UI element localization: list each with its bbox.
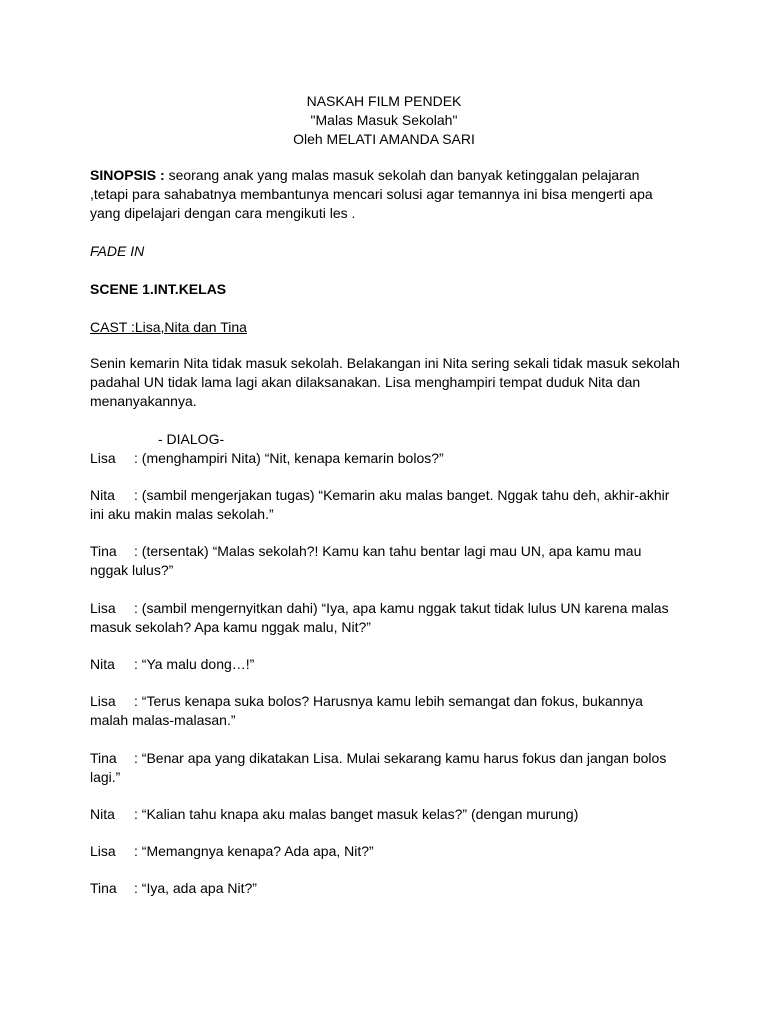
- script-title: NASKAH FILM PENDEK: [306, 93, 462, 109]
- synopsis-paragraph: [90, 166, 680, 223]
- speaker-name: Lisa: [90, 600, 116, 616]
- synopsis-text: seorang anak yang malas masuk sekolah dan banyak ketinggalan pelajaran ,tetapi para sahabatnya membantunya mencari solusi agar temannya ini bisa mengerti apa yang dipelajari dengan cara mengikuti les .: [90, 167, 653, 221]
- dialog-line-1: [90, 449, 680, 468]
- dialog-line-7: [90, 749, 680, 787]
- dialog-line-6: [90, 692, 680, 730]
- dialog-text: : (sambil mengernyitkan dahi) “Iya, apa kamu nggak takut tidak lulus UN karena malas masuk sekolah? Apa kamu nggak malu, Nit?”: [90, 600, 669, 635]
- cast-line: [90, 318, 680, 337]
- title-block: [0, 92, 768, 149]
- dialog-text: : (menghampiri Nita) “Nit, kenapa kemarin bolos?”: [134, 450, 444, 466]
- speaker-name: Nita: [90, 487, 115, 503]
- scene-description: Senin kemarin Nita tidak masuk sekolah. Belakangan ini Nita sering sekali tidak masuk sekolah padahal UN tidak lama lagi akan dilaksanakan. Lisa menghampiri tempat duduk Nita dan menanyakannya.: [90, 355, 680, 409]
- speaker-name: Tina: [90, 880, 117, 896]
- dialog-text: : “Iya, ada apa Nit?”: [134, 880, 257, 896]
- fade-in: FADE IN: [90, 243, 145, 259]
- dialog-text: : “Kalian tahu knapa aku malas banget masuk kelas?” (dengan murung): [134, 806, 579, 822]
- dialog-text: : (sambil mengerjakan tugas) “Kemarin aku malas banget. Nggak tahu deh, akhir-akhir ini aku makin malas sekolah.”: [90, 487, 670, 522]
- dialog-line-2: [90, 486, 680, 524]
- dialog-line-5: [90, 655, 680, 674]
- synopsis-label: SINOPSIS :: [90, 167, 165, 183]
- scene-heading: SCENE 1.INT.KELAS: [90, 281, 227, 297]
- speaker-name: Lisa: [90, 843, 116, 859]
- dialog-line-3: [90, 542, 680, 580]
- dialog-text: : “Memangnya kenapa? Ada apa, Nit?”: [134, 843, 374, 859]
- speaker-name: Nita: [90, 806, 115, 822]
- dialog-text: : (tersentak) “Malas sekolah?! Kamu kan tahu bentar lagi mau UN, apa kamu mau nggak lulus?”: [90, 543, 642, 578]
- dialog-heading: - DIALOG-: [158, 431, 225, 447]
- film-title: "Malas Masuk Sekolah": [310, 112, 458, 128]
- speaker-name: Lisa: [90, 693, 116, 709]
- dialog-text: : “Benar apa yang dikatakan Lisa. Mulai sekarang kamu harus fokus dan jangan bolos lagi.”: [90, 750, 667, 785]
- speaker-name: Nita: [90, 656, 115, 672]
- dialog-text: : “Terus kenapa suka bolos? Harusnya kamu lebih semangat dan fokus, bukannya malah malas-malasan.”: [90, 693, 643, 728]
- speaker-name: Tina: [90, 750, 117, 766]
- cast-text: CAST :Lisa,Nita dan Tina: [90, 319, 247, 335]
- author-line: Oleh MELATI AMANDA SARI: [293, 131, 475, 147]
- speaker-name: Lisa: [90, 450, 116, 466]
- speaker-name: Tina: [90, 543, 117, 559]
- dialog-line-4: [90, 599, 680, 637]
- dialog-line-8: [90, 805, 680, 824]
- dialog-line-10: [90, 879, 680, 898]
- dialog-line-9: [90, 842, 680, 861]
- dialog-text: : “Ya malu dong…!”: [134, 656, 255, 672]
